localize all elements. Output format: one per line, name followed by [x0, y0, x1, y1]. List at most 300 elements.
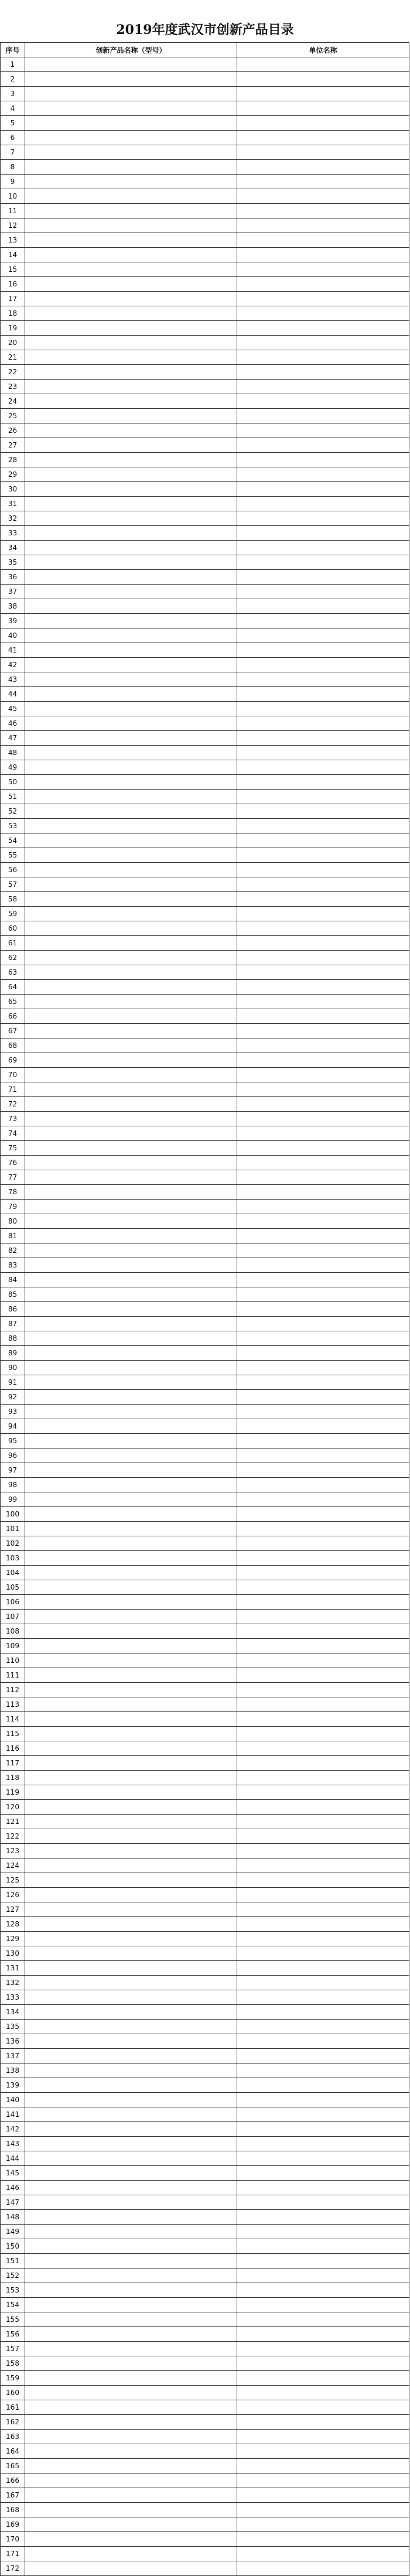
row-product-name [25, 1434, 237, 1448]
row-number: 23 [1, 380, 25, 394]
row-company-name [237, 1610, 409, 1624]
row-product-name [25, 2078, 237, 2093]
row-product-name [25, 2415, 237, 2430]
row-number: 99 [1, 1492, 25, 1507]
row-company-name [237, 746, 409, 760]
row-number: 49 [1, 760, 25, 775]
row-product-name [25, 160, 237, 175]
row-number: 167 [1, 2488, 25, 2503]
table-row [1, 2005, 409, 2020]
row-number: 152 [1, 2268, 25, 2283]
row-number: 172 [1, 2561, 25, 2576]
table-row [1, 760, 409, 775]
row-number: 90 [1, 1361, 25, 1375]
row-number: 162 [1, 2415, 25, 2430]
table-row [1, 145, 409, 160]
table-row [1, 1683, 409, 1697]
table-row [1, 1522, 409, 1536]
row-company-name [237, 628, 409, 643]
row-product-name [25, 2034, 237, 2049]
row-company-name [237, 1932, 409, 1946]
row-number: 53 [1, 819, 25, 833]
row-company-name [237, 2005, 409, 2020]
row-number: 64 [1, 980, 25, 995]
table-row [1, 2181, 409, 2195]
product-table [0, 42, 409, 2576]
row-product-name [25, 819, 237, 833]
table-row [1, 321, 409, 336]
row-number: 26 [1, 423, 25, 438]
row-company-name [237, 1522, 409, 1536]
row-company-name [237, 1668, 409, 1683]
row-company-name [237, 277, 409, 292]
row-company-name [237, 438, 409, 453]
row-number: 11 [1, 204, 25, 218]
row-number: 102 [1, 1536, 25, 1551]
row-number: 52 [1, 804, 25, 819]
row-product-name [25, 614, 237, 628]
table-row [1, 672, 409, 687]
table-row [1, 1492, 409, 1507]
row-product-name [25, 321, 237, 336]
row-company-name [237, 2225, 409, 2239]
row-number: 59 [1, 907, 25, 921]
row-company-name [237, 1053, 409, 1068]
row-company-name [237, 2532, 409, 2547]
table-row [1, 1829, 409, 1844]
row-company-name [237, 1902, 409, 1917]
row-product-name [25, 628, 237, 643]
row-product-name [25, 277, 237, 292]
row-company-name [237, 2415, 409, 2430]
table-row [1, 1346, 409, 1361]
table-row [1, 467, 409, 482]
table-row [1, 1434, 409, 1448]
table-row [1, 2137, 409, 2151]
row-product-name [25, 658, 237, 672]
table-row [1, 1624, 409, 1639]
row-product-name [25, 1214, 237, 1229]
row-number: 34 [1, 541, 25, 555]
table-row [1, 2122, 409, 2137]
row-product-name [25, 1829, 237, 1844]
row-number: 140 [1, 2093, 25, 2107]
table-row [1, 1946, 409, 1961]
row-product-name [25, 1448, 237, 1463]
row-product-name [25, 423, 237, 438]
table-row [1, 1610, 409, 1624]
row-company-name [237, 1829, 409, 1844]
row-company-name [237, 2063, 409, 2078]
row-product-name [25, 1478, 237, 1492]
row-product-name [25, 394, 237, 409]
row-number: 121 [1, 1815, 25, 1829]
row-company-name [237, 716, 409, 731]
row-company-name [237, 1317, 409, 1331]
row-company-name [237, 555, 409, 570]
row-company-name [237, 614, 409, 628]
row-number: 100 [1, 1507, 25, 1522]
row-product-name [25, 760, 237, 775]
row-number: 14 [1, 248, 25, 262]
row-company-name [237, 511, 409, 526]
row-number: 36 [1, 570, 25, 585]
row-company-name [237, 2503, 409, 2517]
table-row [1, 1009, 409, 1024]
row-product-name [25, 1258, 237, 1273]
row-product-name [25, 1024, 237, 1038]
row-company-name [237, 1507, 409, 1522]
row-company-name [237, 1214, 409, 1229]
row-product-name [25, 877, 237, 892]
table-row [1, 511, 409, 526]
row-product-name [25, 980, 237, 995]
row-number: 68 [1, 1038, 25, 1053]
row-product-name [25, 365, 237, 380]
row-product-name [25, 2473, 237, 2488]
row-number: 40 [1, 628, 25, 643]
header-company-name: 单位名称 [237, 43, 409, 57]
row-number: 39 [1, 614, 25, 628]
row-product-name [25, 1390, 237, 1405]
row-number: 87 [1, 1317, 25, 1331]
row-number: 56 [1, 863, 25, 877]
table-row [1, 2561, 409, 2576]
row-product-name [25, 907, 237, 921]
row-product-name [25, 2547, 237, 2561]
row-company-name [237, 1419, 409, 1434]
row-company-name [237, 2049, 409, 2063]
row-company-name [237, 1595, 409, 1610]
row-company-name [237, 921, 409, 936]
row-company-name [237, 1434, 409, 1448]
row-company-name [237, 1243, 409, 1258]
row-number: 115 [1, 1727, 25, 1741]
table-row [1, 570, 409, 585]
row-product-name [25, 892, 237, 907]
row-number: 127 [1, 1902, 25, 1917]
row-company-name [237, 1258, 409, 1273]
row-company-name [237, 907, 409, 921]
row-number: 147 [1, 2195, 25, 2210]
row-product-name [25, 965, 237, 980]
table-row [1, 1361, 409, 1375]
row-product-name [25, 599, 237, 614]
table-row [1, 1331, 409, 1346]
row-product-name [25, 2239, 237, 2254]
table-row [1, 2283, 409, 2298]
row-product-name [25, 57, 237, 72]
row-company-name [237, 2210, 409, 2225]
row-number: 93 [1, 1405, 25, 1419]
row-company-name [237, 1331, 409, 1346]
row-product-name [25, 511, 237, 526]
row-product-name [25, 1946, 237, 1961]
row-number: 83 [1, 1258, 25, 1273]
row-product-name [25, 2181, 237, 2195]
table-row [1, 2210, 409, 2225]
row-number: 57 [1, 877, 25, 892]
row-company-name [237, 687, 409, 702]
row-product-name [25, 1771, 237, 1785]
row-company-name [237, 1844, 409, 1858]
row-number: 150 [1, 2239, 25, 2254]
row-product-name [25, 1844, 237, 1858]
row-product-name [25, 2195, 237, 2210]
table-row [1, 1873, 409, 1888]
table-row [1, 2151, 409, 2166]
table-row [1, 658, 409, 672]
table-row [1, 1243, 409, 1258]
row-company-name [237, 365, 409, 380]
row-company-name [237, 1492, 409, 1507]
row-product-name [25, 218, 237, 233]
table-row [1, 1507, 409, 1522]
row-number: 106 [1, 1595, 25, 1610]
row-product-name [25, 497, 237, 511]
table-row [1, 1639, 409, 1653]
row-product-name [25, 1009, 237, 1024]
table-row [1, 1097, 409, 1112]
table-row [1, 1258, 409, 1273]
table-row [1, 2020, 409, 2034]
row-product-name [25, 2122, 237, 2137]
table-row [1, 1844, 409, 1858]
table-row [1, 1082, 409, 1097]
row-company-name [237, 570, 409, 585]
row-number: 86 [1, 1302, 25, 1317]
row-number: 157 [1, 2342, 25, 2356]
row-product-name [25, 2254, 237, 2268]
row-company-name [237, 101, 409, 116]
table-row [1, 189, 409, 204]
row-number: 133 [1, 1990, 25, 2005]
row-company-name [237, 1097, 409, 1112]
header-number: 序号 [1, 43, 25, 57]
row-product-name [25, 1112, 237, 1126]
row-product-name [25, 1961, 237, 1976]
row-number: 122 [1, 1829, 25, 1844]
row-number: 51 [1, 790, 25, 804]
row-product-name [25, 101, 237, 116]
row-product-name [25, 995, 237, 1009]
table-row [1, 1038, 409, 1053]
row-product-name [25, 2400, 237, 2415]
row-product-name [25, 1990, 237, 2005]
row-product-name [25, 248, 237, 262]
row-number: 1 [1, 57, 25, 72]
table-row [1, 380, 409, 394]
row-product-name [25, 1053, 237, 1068]
row-company-name [237, 306, 409, 321]
table-row [1, 306, 409, 321]
row-product-name [25, 1785, 237, 1800]
row-product-name [25, 746, 237, 760]
row-number: 112 [1, 1683, 25, 1697]
row-company-name [237, 2371, 409, 2386]
row-company-name [237, 702, 409, 716]
row-product-name [25, 585, 237, 599]
row-product-name [25, 1156, 237, 1170]
table-row [1, 1463, 409, 1478]
row-company-name [237, 292, 409, 306]
row-number: 41 [1, 643, 25, 658]
row-company-name [237, 1287, 409, 1302]
table-row [1, 1156, 409, 1170]
row-company-name [237, 775, 409, 790]
row-product-name [25, 2298, 237, 2312]
table-row [1, 1287, 409, 1302]
row-number: 161 [1, 2400, 25, 2415]
row-company-name [237, 804, 409, 819]
row-number: 146 [1, 2181, 25, 2195]
row-company-name [237, 1697, 409, 1712]
table-row [1, 1566, 409, 1580]
table-row [1, 1858, 409, 1873]
table-row [1, 833, 409, 848]
row-number: 45 [1, 702, 25, 716]
row-number: 50 [1, 775, 25, 790]
table-row [1, 1419, 409, 1434]
row-number: 138 [1, 2063, 25, 2078]
row-product-name [25, 1624, 237, 1639]
row-number: 74 [1, 1126, 25, 1141]
row-number: 37 [1, 585, 25, 599]
table-row [1, 2356, 409, 2371]
table-row [1, 1126, 409, 1141]
row-number: 21 [1, 350, 25, 365]
row-number: 91 [1, 1375, 25, 1390]
table-row [1, 1375, 409, 1390]
row-company-name [237, 2268, 409, 2283]
row-company-name [237, 2151, 409, 2166]
table-row [1, 233, 409, 248]
row-product-name [25, 804, 237, 819]
row-company-name [237, 1273, 409, 1287]
table-row [1, 1976, 409, 1990]
table-row [1, 628, 409, 643]
row-product-name [25, 2005, 237, 2020]
table-row [1, 1888, 409, 1902]
table-row [1, 1785, 409, 1800]
row-company-name [237, 2195, 409, 2210]
row-product-name [25, 1727, 237, 1741]
row-number: 78 [1, 1185, 25, 1200]
row-product-name [25, 2312, 237, 2327]
row-number: 155 [1, 2312, 25, 2327]
row-company-name [237, 526, 409, 541]
table-row [1, 1185, 409, 1200]
table-row [1, 1273, 409, 1287]
row-product-name [25, 1756, 237, 1771]
row-company-name [237, 2181, 409, 2195]
row-company-name [237, 57, 409, 72]
row-company-name [237, 145, 409, 160]
row-company-name [237, 1712, 409, 1727]
row-product-name [25, 1522, 237, 1536]
row-product-name [25, 2386, 237, 2400]
table-row [1, 1902, 409, 1917]
table-row [1, 1112, 409, 1126]
row-number: 168 [1, 2503, 25, 2517]
row-company-name [237, 892, 409, 907]
row-company-name [237, 1785, 409, 1800]
table-row [1, 2093, 409, 2107]
table-row [1, 790, 409, 804]
row-company-name [237, 541, 409, 555]
row-product-name [25, 204, 237, 218]
row-product-name [25, 1536, 237, 1551]
table-row [1, 2268, 409, 2283]
table-row [1, 848, 409, 863]
row-company-name [237, 218, 409, 233]
row-number: 169 [1, 2517, 25, 2532]
row-number: 69 [1, 1053, 25, 1068]
row-product-name [25, 2561, 237, 2576]
table-row [1, 965, 409, 980]
row-number: 42 [1, 658, 25, 672]
row-company-name [237, 643, 409, 658]
table-row [1, 116, 409, 131]
row-number: 117 [1, 1756, 25, 1771]
row-number: 114 [1, 1712, 25, 1727]
table-row [1, 2386, 409, 2400]
row-company-name [237, 1653, 409, 1668]
row-company-name [237, 248, 409, 262]
row-number: 81 [1, 1229, 25, 1243]
row-number: 164 [1, 2444, 25, 2459]
row-number: 33 [1, 526, 25, 541]
row-number: 145 [1, 2166, 25, 2181]
row-product-name [25, 2327, 237, 2342]
row-product-name [25, 292, 237, 306]
row-product-name [25, 1419, 237, 1434]
table-row [1, 1712, 409, 1727]
row-product-name [25, 1405, 237, 1419]
row-product-name [25, 409, 237, 423]
row-number: 110 [1, 1653, 25, 1668]
row-number: 116 [1, 1741, 25, 1756]
row-number: 63 [1, 965, 25, 980]
row-number: 166 [1, 2473, 25, 2488]
row-number: 105 [1, 1580, 25, 1595]
row-product-name [25, 2342, 237, 2356]
row-number: 143 [1, 2137, 25, 2151]
row-company-name [237, 2444, 409, 2459]
table-row [1, 1200, 409, 1214]
table-row [1, 365, 409, 380]
row-product-name [25, 1888, 237, 1902]
row-number: 171 [1, 2547, 25, 2561]
row-number: 120 [1, 1800, 25, 1815]
row-number: 75 [1, 1141, 25, 1156]
row-company-name [237, 833, 409, 848]
row-number: 76 [1, 1156, 25, 1170]
row-product-name [25, 1976, 237, 1990]
row-product-name [25, 1082, 237, 1097]
row-number: 18 [1, 306, 25, 321]
table-row [1, 1990, 409, 2005]
table-row [1, 453, 409, 467]
row-product-name [25, 2151, 237, 2166]
row-company-name [237, 2137, 409, 2151]
table-row [1, 526, 409, 541]
row-product-name [25, 1683, 237, 1697]
table-row [1, 2415, 409, 2430]
row-company-name [237, 204, 409, 218]
row-company-name [237, 1302, 409, 1317]
page-title: 2019年度武汉市创新产品目录 [116, 22, 294, 37]
